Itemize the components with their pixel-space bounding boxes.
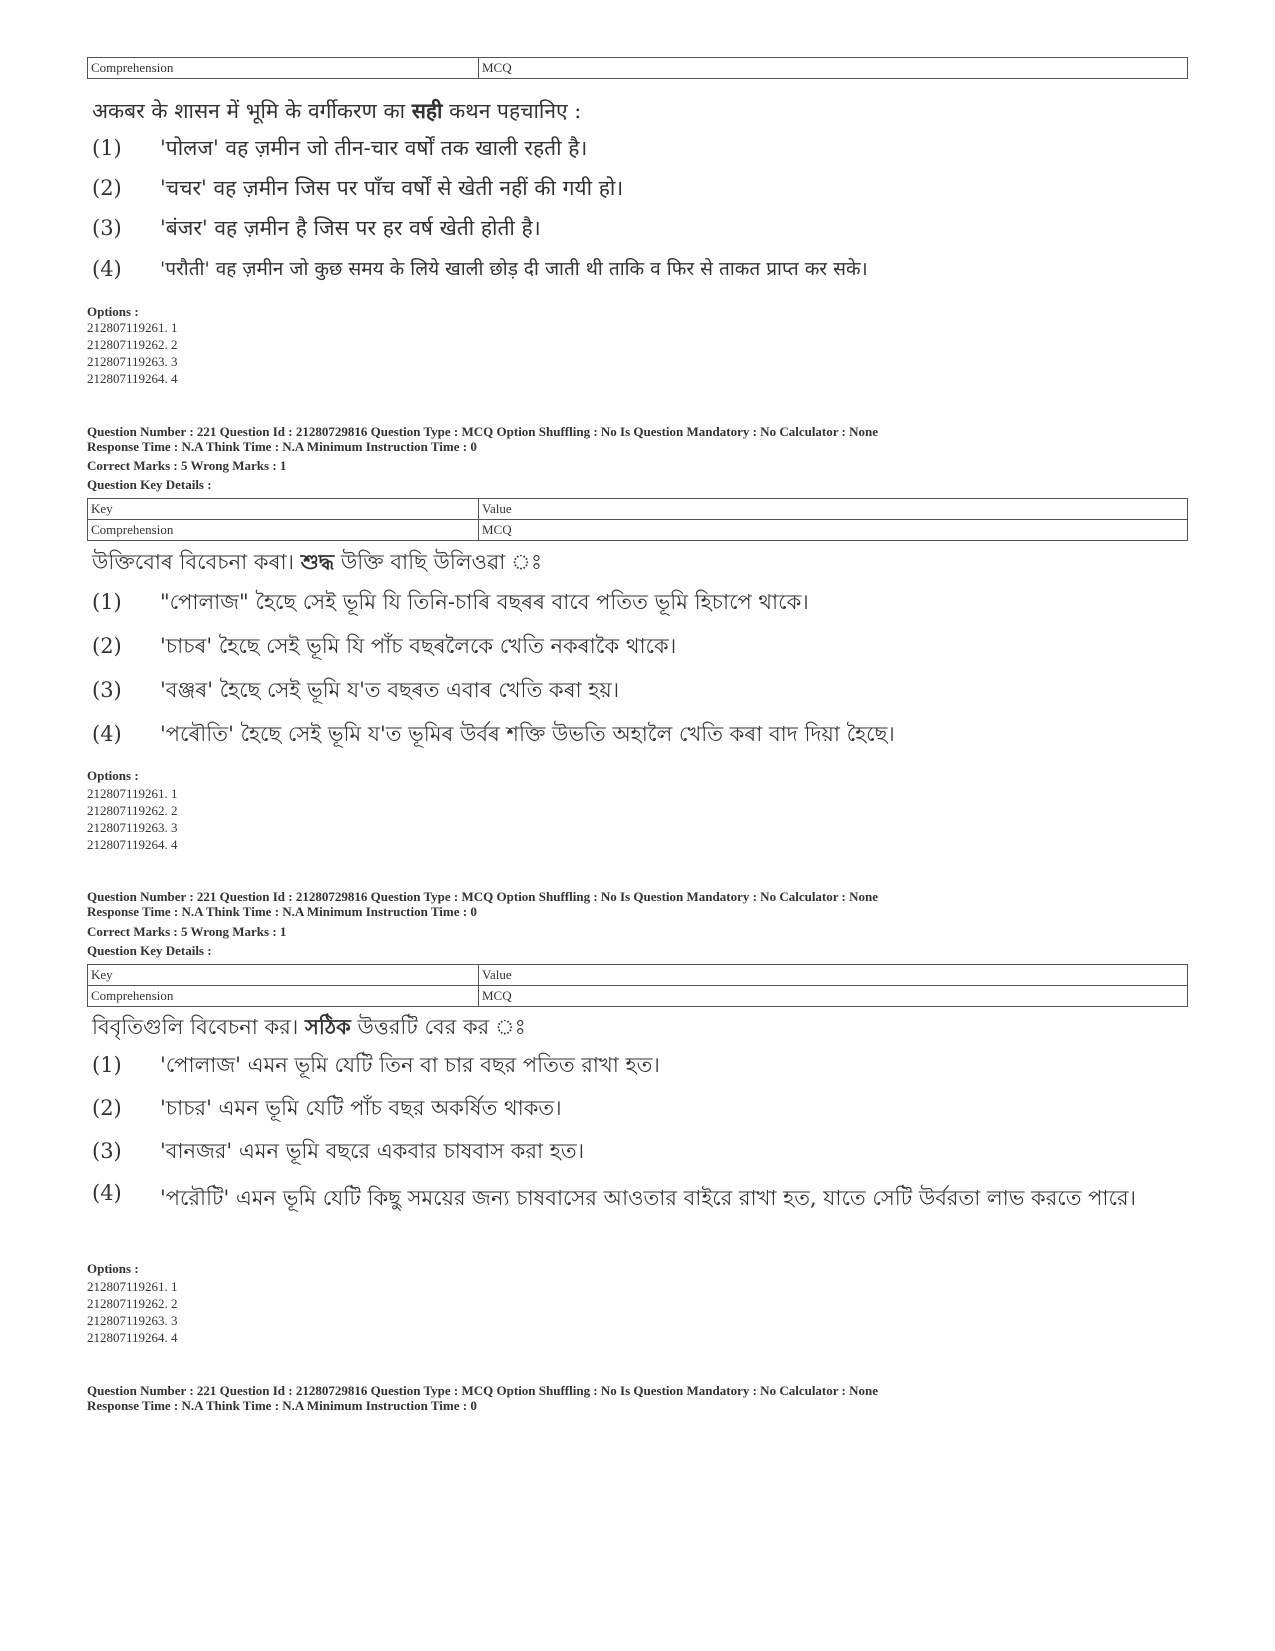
option-id: 212807119262. 2 (87, 337, 178, 352)
key-cell: Comprehension (88, 520, 479, 541)
options-label: Options : (87, 1261, 139, 1276)
table-row (88, 965, 1188, 986)
value-cell: MCQ (479, 58, 1188, 79)
table-row (88, 986, 1188, 1007)
option-text: 'चचर' वह ज़मीन जिस पर पाँच वर्षों से खेती नहीं की गयी हो। (160, 176, 624, 200)
table-row (88, 58, 1188, 79)
option-id: 212807119263. 3 (87, 354, 178, 369)
key-header: Key (88, 499, 479, 520)
option-number: (4) (92, 1181, 122, 1205)
option-text: 'পোলাজ' এমন ভূমি যেটি তিন বা চার বছর পতিত রাখা হত। (160, 1053, 660, 1077)
option-text: 'পৰৌতি' হৈছে সেই ভূমি য'ত ভূমিৰ উৰ্বৰ শক্তি উভতি অহালৈ খেতি কৰা বাদ দিয়া হৈছে। (160, 722, 895, 746)
marks-line: Correct Marks : 5 Wrong Marks : 1 (87, 458, 287, 473)
option-number: (2) (92, 176, 122, 200)
stem-text: উত্তরটি বের কর ঃ (350, 1015, 526, 1039)
option-number: (2) (92, 634, 122, 658)
question-meta-line: Question Number : 221 Question Id : 21280729816 Question Type : MCQ Option Shuffling : No Is Question Mandatory : No Calculator : None (87, 889, 879, 904)
question-meta-line: Question Number : 221 Question Id : 21280729816 Question Type : MCQ Option Shuffling : No Is Question Mandatory : No Calculator : None (87, 1383, 879, 1398)
option-number: (3) (92, 1139, 122, 1163)
key-cell: Comprehension (88, 58, 479, 79)
options-label: Options : (87, 768, 139, 783)
option-text: 'परौती' वह ज़मीन जो कुछ समय के लिये खाली छोड़ दी जाती थी ताकि व फिर से ताकत प्राप्त कर सके। (160, 258, 868, 280)
option-text: "পোলাজ" হৈছে সেই ভূমি যি তিনি-চাৰি বছৰৰ বাবে পতিত ভূমি হিচাপে থাকে। (160, 590, 809, 614)
stem-bold-text: শুদ্ধ (300, 549, 335, 574)
option-id: 212807119263. 3 (87, 820, 178, 835)
option-text: 'বানজর' এমন ভূমি বছরে একবার চাষবাস করা হত। (160, 1139, 585, 1163)
option-id: 212807119264. 4 (87, 837, 178, 852)
stem-text: अकबर के शासन में भूमि के वर्गीकरण का (92, 99, 412, 123)
option-number: (4) (92, 257, 122, 281)
option-number: (3) (92, 678, 122, 702)
option-number: (2) (92, 1096, 122, 1120)
option-number: (3) (92, 216, 122, 240)
key-cell: Comprehension (88, 986, 479, 1007)
option-text: 'बंजर' वह ज़मीन है जिस पर हर वर्ष खेती होती है। (160, 216, 541, 240)
option-id: 212807119261. 1 (87, 1279, 178, 1294)
stem-text: বিবৃতিগুলি বিবেচনা কর। (92, 1015, 305, 1039)
table-row (88, 520, 1188, 541)
stem-text: कथन पहचानिए : (442, 99, 582, 123)
option-text: 'চাচৰ' হৈছে সেই ভূমি যি পাঁচ বছৰলৈকে খেতি নকৰাকৈ থাকে। (160, 634, 677, 658)
question-stem-assamese (92, 546, 542, 581)
option-id: 212807119264. 4 (87, 371, 178, 386)
stem-text: উক্তিবোৰ বিবেচনা কৰা। (92, 550, 301, 574)
stem-bold-text: সঠিক (305, 1014, 351, 1039)
key-details-table (87, 498, 1188, 541)
option-id: 212807119261. 1 (87, 320, 178, 335)
option-text: 'বঞ্জৰ' হৈছে সেই ভূমি য'ত বছৰত এবাৰ খেতি কৰা হয়। (160, 678, 620, 702)
question-meta-line: Response Time : N.A Think Time : N.A Minimum Instruction Time : 0 (87, 904, 477, 919)
marks-line: Correct Marks : 5 Wrong Marks : 1 (87, 924, 287, 939)
key-details-table (87, 964, 1188, 1007)
option-id: 212807119262. 2 (87, 1296, 178, 1311)
stem-bold-text: सही (411, 98, 443, 123)
value-cell: MCQ (479, 986, 1188, 1007)
option-id: 212807119263. 3 (87, 1313, 178, 1328)
key-details-label: Question Key Details : (87, 943, 212, 958)
key-header: Key (88, 965, 479, 986)
option-id: 212807119261. 1 (87, 786, 178, 801)
option-id: 212807119264. 4 (87, 1330, 178, 1345)
table-row (88, 499, 1188, 520)
question-meta-line: Question Number : 221 Question Id : 21280729816 Question Type : MCQ Option Shuffling : No Is Question Mandatory : No Calculator : None (87, 424, 879, 439)
stem-text: উক্তি বাছি উলিওৱা ঃ (334, 550, 543, 574)
options-label: Options : (87, 304, 139, 319)
option-text: 'पोलज' वह ज़मीन जो तीन-चार वर्षों तक खाली रहती है। (160, 136, 588, 160)
option-number: (1) (92, 590, 122, 614)
question-meta-line: Response Time : N.A Think Time : N.A Minimum Instruction Time : 0 (87, 439, 477, 454)
question-stem-bengali (92, 1011, 526, 1046)
option-text: 'পরৌটি' এমন ভূমি যেটি কিছু সময়ের জন্য চাষবাসের আওতার বাইরে রাখা হত, যাতে সেটি উর্বরতা লাভ করতে পারে। (160, 1186, 1137, 1210)
question-meta-line: Response Time : N.A Think Time : N.A Minimum Instruction Time : 0 (87, 1398, 477, 1413)
option-number: (4) (92, 722, 122, 746)
key-details-label: Question Key Details : (87, 477, 212, 492)
option-number: (1) (92, 1053, 122, 1077)
option-number: (1) (92, 136, 122, 160)
value-header: Value (479, 965, 1188, 986)
option-text: 'চাচর' এমন ভূমি যেটি পাঁচ বছর অকর্ষিত থাকত। (160, 1096, 562, 1120)
value-header: Value (479, 499, 1188, 520)
value-cell: MCQ (479, 520, 1188, 541)
key-details-table (87, 57, 1188, 79)
option-item (92, 1181, 1192, 1251)
option-id: 212807119262. 2 (87, 803, 178, 818)
question-stem-hindi (92, 97, 581, 125)
